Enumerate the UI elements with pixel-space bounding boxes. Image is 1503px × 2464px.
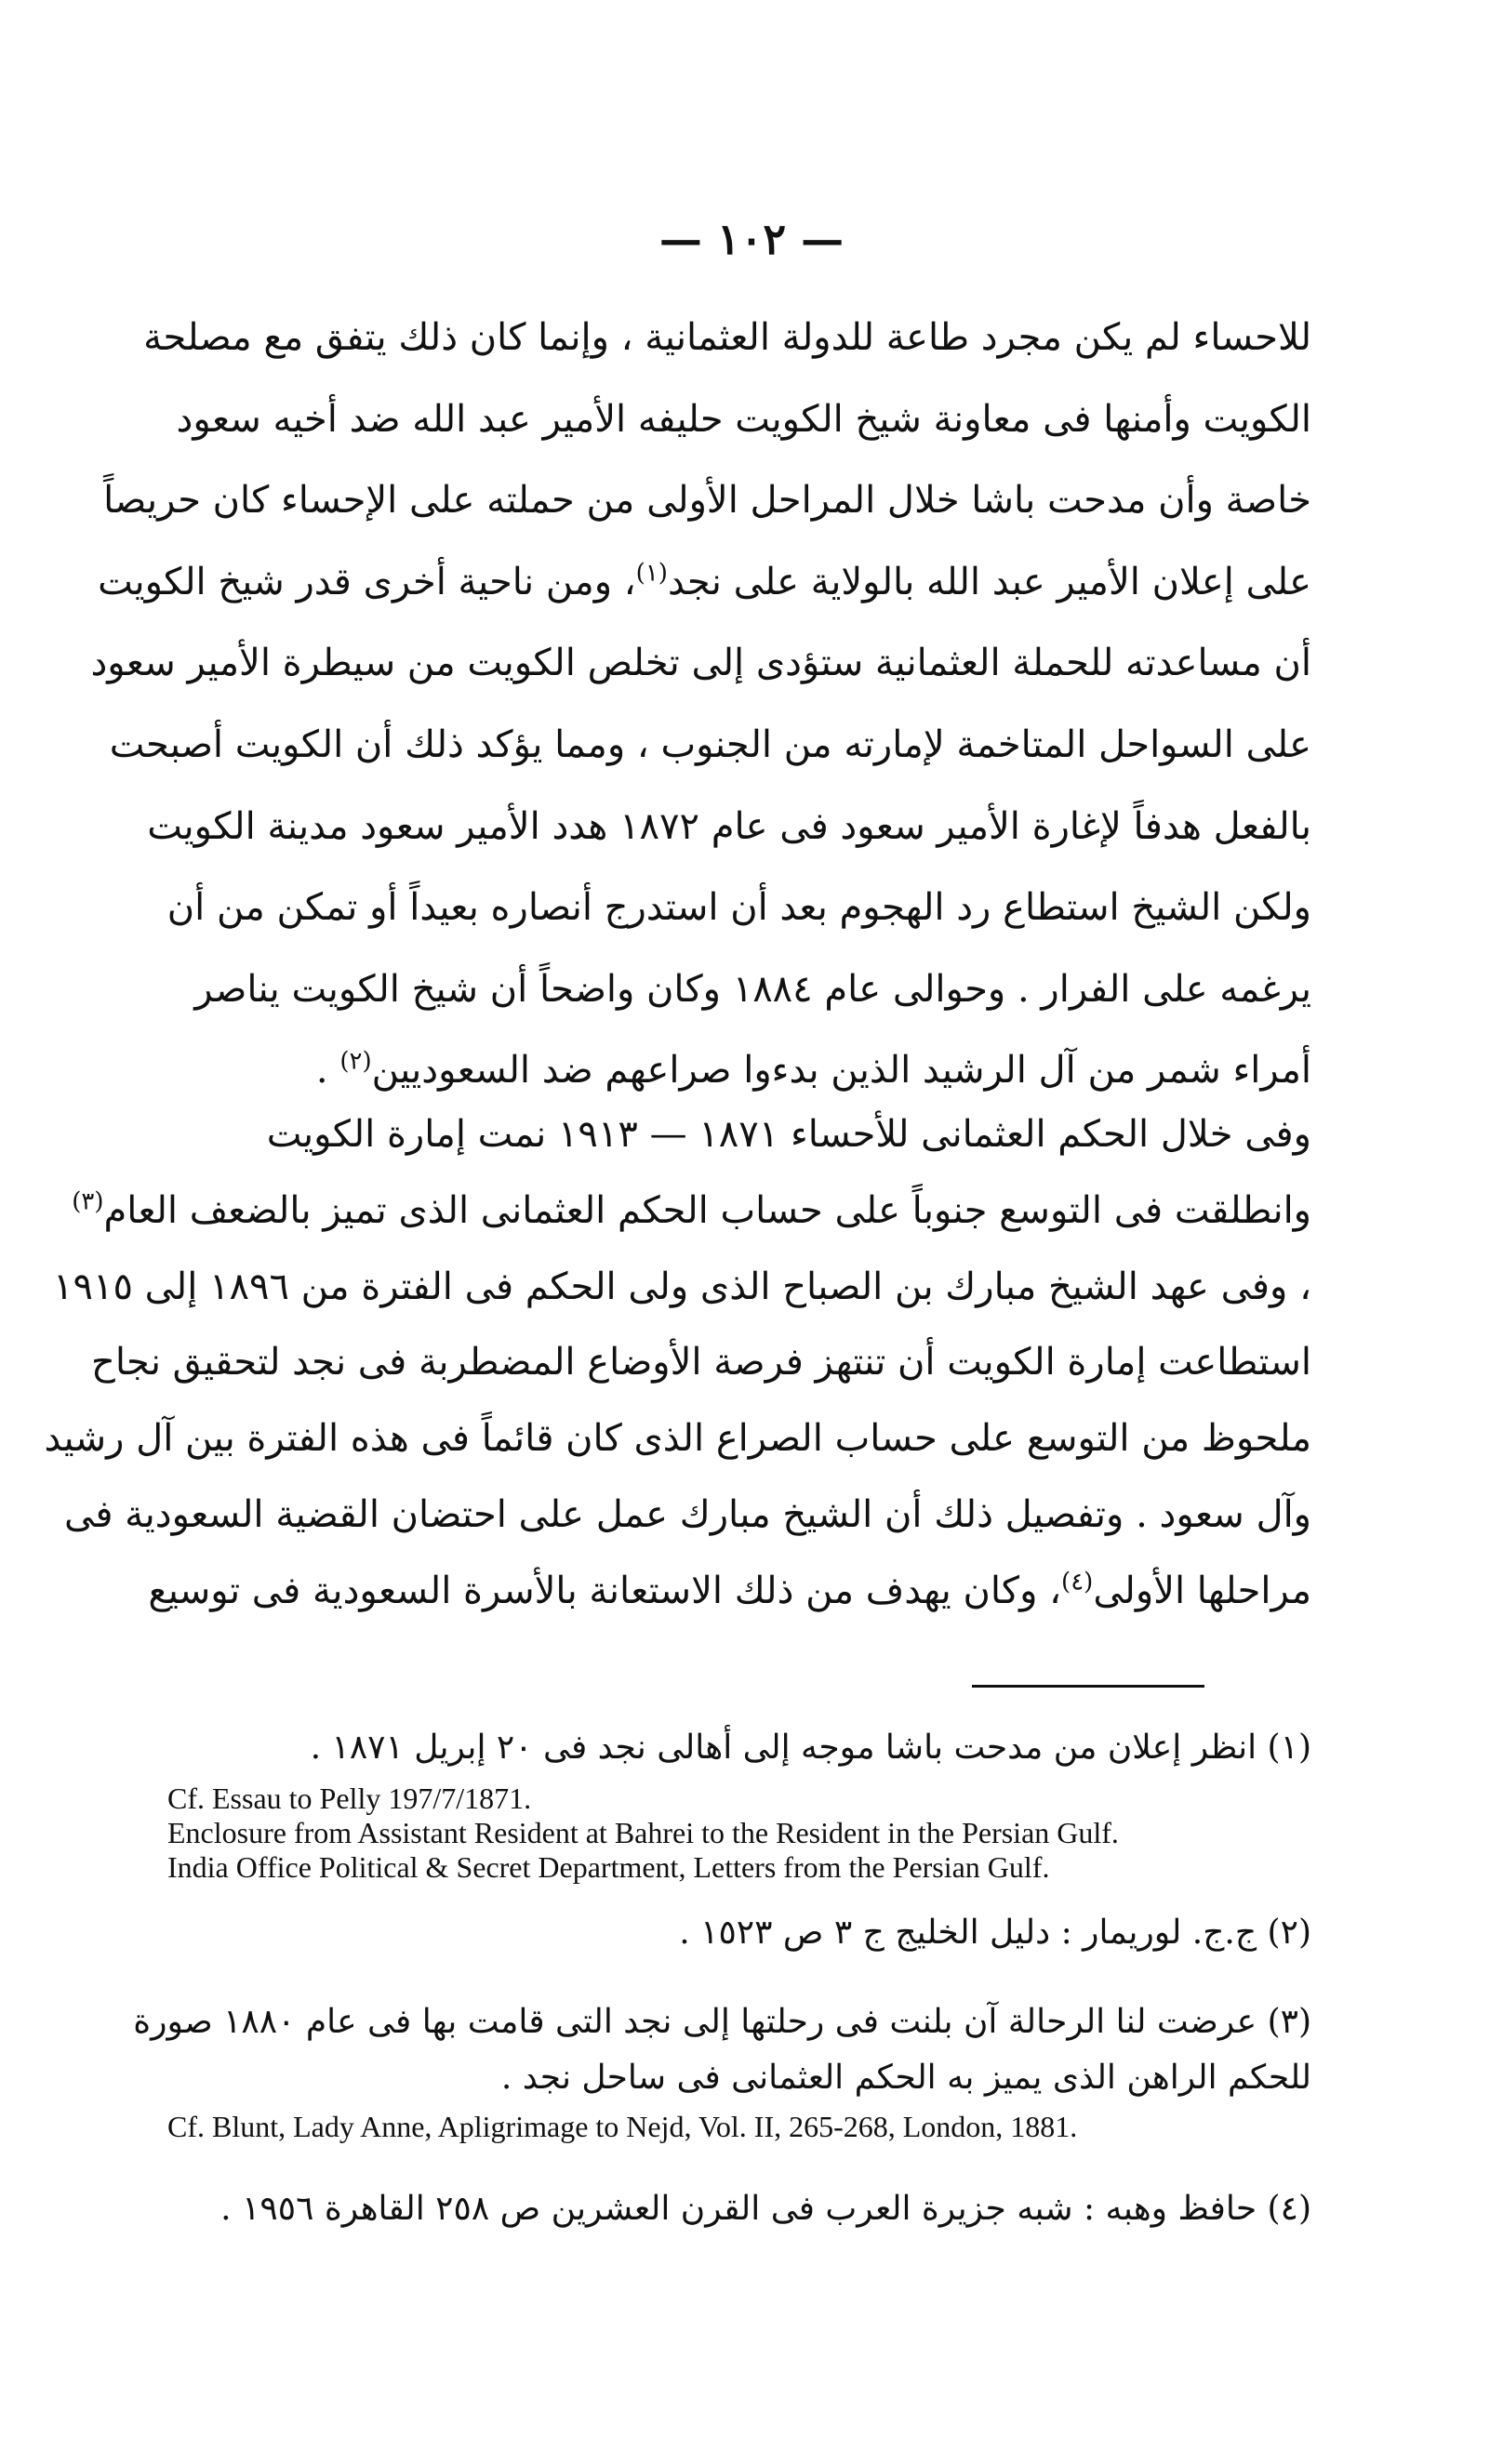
- text-line: [148, 1554, 1311, 1630]
- text-segment: أمراء شمر من آل الرشيد الذين بدءوا صراعهم ضد السعوديين: [371, 1049, 1311, 1093]
- text-line: أن مساعدته للحملة العثمانية ستؤدى إلى تخلص الكويت من سيطرة الأمير سعود: [90, 642, 1311, 685]
- text-segment: على إعلان الأمير عبد الله بالولاية على نجد: [667, 560, 1311, 603]
- paragraph-2: [44, 1097, 1311, 1630]
- text-line: استطاعت إمارة الكويت أن تنتهز فرصة الأوضاع المضطربة فى نجد لتحقيق نجاح: [91, 1341, 1311, 1384]
- text-line: [98, 542, 1311, 624]
- paragraph-1: [90, 298, 1311, 1112]
- footnotes: [133, 1720, 1311, 2237]
- footnote-1-citation: India Office Political & Secret Department, Letters from the Persian Gulf.: [167, 1850, 1050, 1884]
- text-line: للاحساء لم يكن مجرد طاعة للدولة العثمانية ، وإنما كان ذلك يتفق مع مصلحة: [143, 316, 1311, 359]
- text-segment: وانطلقت فى التوسع جنوباً على حساب الحكم العثمانى الذى تميز بالضعف العام: [103, 1188, 1311, 1232]
- text-line: وفى خلال الحكم العثمانى للأحساء ١٨٧١ — ١٩١٣ نمت إمارة الكويت: [266, 1113, 1311, 1156]
- text-line: يرغمه على الفرار . وحوالى عام ١٨٨٤ وكان واضحاً أن شيخ الكويت يناصر: [194, 967, 1311, 1011]
- footnote-ref: (٣): [72, 1187, 104, 1216]
- footnote-ref: (١): [635, 559, 668, 588]
- footnote-4-arabic: (٤) حافظ وهبه : شبه جزيرة العرب فى القرن العشرين ص ٢٥٨ القاهرة ١٩٥٦ .: [220, 2190, 1311, 2228]
- text-line: الكويت وأمنها فى معاونة شيخ الكويت حليفه الأمير عبد الله ضد أخيه سعود: [176, 397, 1311, 441]
- text-segment: مراحلها الأولى: [1093, 1569, 1311, 1612]
- footnote-3-arabic: للحكم الراهن الذى يميز به الحكم العثمانى فى ساحل نجد .: [500, 2059, 1311, 2097]
- text-line: ولكن الشيخ استطاع رد الهجوم بعد أن استدرج أنصاره بعيداً أو تمكن من أن: [166, 886, 1311, 930]
- footnote-ref: (٢): [339, 1048, 372, 1077]
- text-line: بالفعل هدفاً لإغارة الأمير سعود فى عام ١٨٧٢ هدد الأمير سعود مدينة الكويت: [147, 804, 1311, 848]
- page-number: — ١٠٢ —: [658, 214, 845, 264]
- text-line: [72, 1173, 1311, 1250]
- footnote-3-arabic: (٣) عرضت لنا الرحالة آن بلنت فى رحلتها إلى نجد التى قامت بها فى عام ١٨٨٠ صورة: [133, 2003, 1311, 2041]
- text-segment: .: [315, 1049, 340, 1093]
- footnote-1-citation: Enclosure from Assistant Resident at Bahrei to the Resident in the Persian Gulf.: [167, 1816, 1119, 1849]
- text-line: وآل سعود . وتفصيل ذلك أن الشيخ مبارك عمل على احتضان القضية السعودية فى: [64, 1492, 1311, 1536]
- footnote-1-arabic: (١) انظر إعلان من مدحت باشا موجه إلى أهالى نجد فى ٢٠ إبريل ١٨٧١ .: [310, 1729, 1311, 1767]
- text-segment: ، وكان يهدف من ذلك الاستعانة بالأسرة السعودية فى توسيع: [148, 1569, 1062, 1612]
- text-line: ملحوظ من التوسع على حساب الصراع الذى كان قائماً فى هذه الفترة بين آل رشيد: [44, 1417, 1311, 1461]
- footnote-1-citation: Cf. Essau to Pelly 197/7/1871.: [167, 1782, 532, 1815]
- footnote-divider: [972, 1685, 1204, 1688]
- footnote-2-arabic: (٢) ج.ج. لوريمار : دليل الخليج ج ٣ ص ١٥٢٣ .: [679, 1914, 1311, 1952]
- footnote-ref: (٤): [1061, 1568, 1094, 1596]
- text-segment: ، ومن ناحية أخرى قدر شيخ الكويت: [98, 560, 636, 603]
- text-line: خاصة وأن مدحت باشا خلال المراحل الأولى من حملته على الإحساء كان حريصاً: [103, 479, 1311, 523]
- footnote-3-citation: Cf. Blunt, Lady Anne, Apligrimage to Nejd, Vol. II, 265-268, London, 1881.: [167, 2110, 1078, 2143]
- text-line: ، وفى عهد الشيخ مبارك بن الصباح الذى ولى الحكم فى الفترة من ١٨٩٦ إلى ١٩١٥: [53, 1265, 1311, 1308]
- text-line: على السواحل المتاخمة لإمارته من الجنوب ، ومما يؤكد ذلك أن الكويت أصبحت: [109, 722, 1311, 766]
